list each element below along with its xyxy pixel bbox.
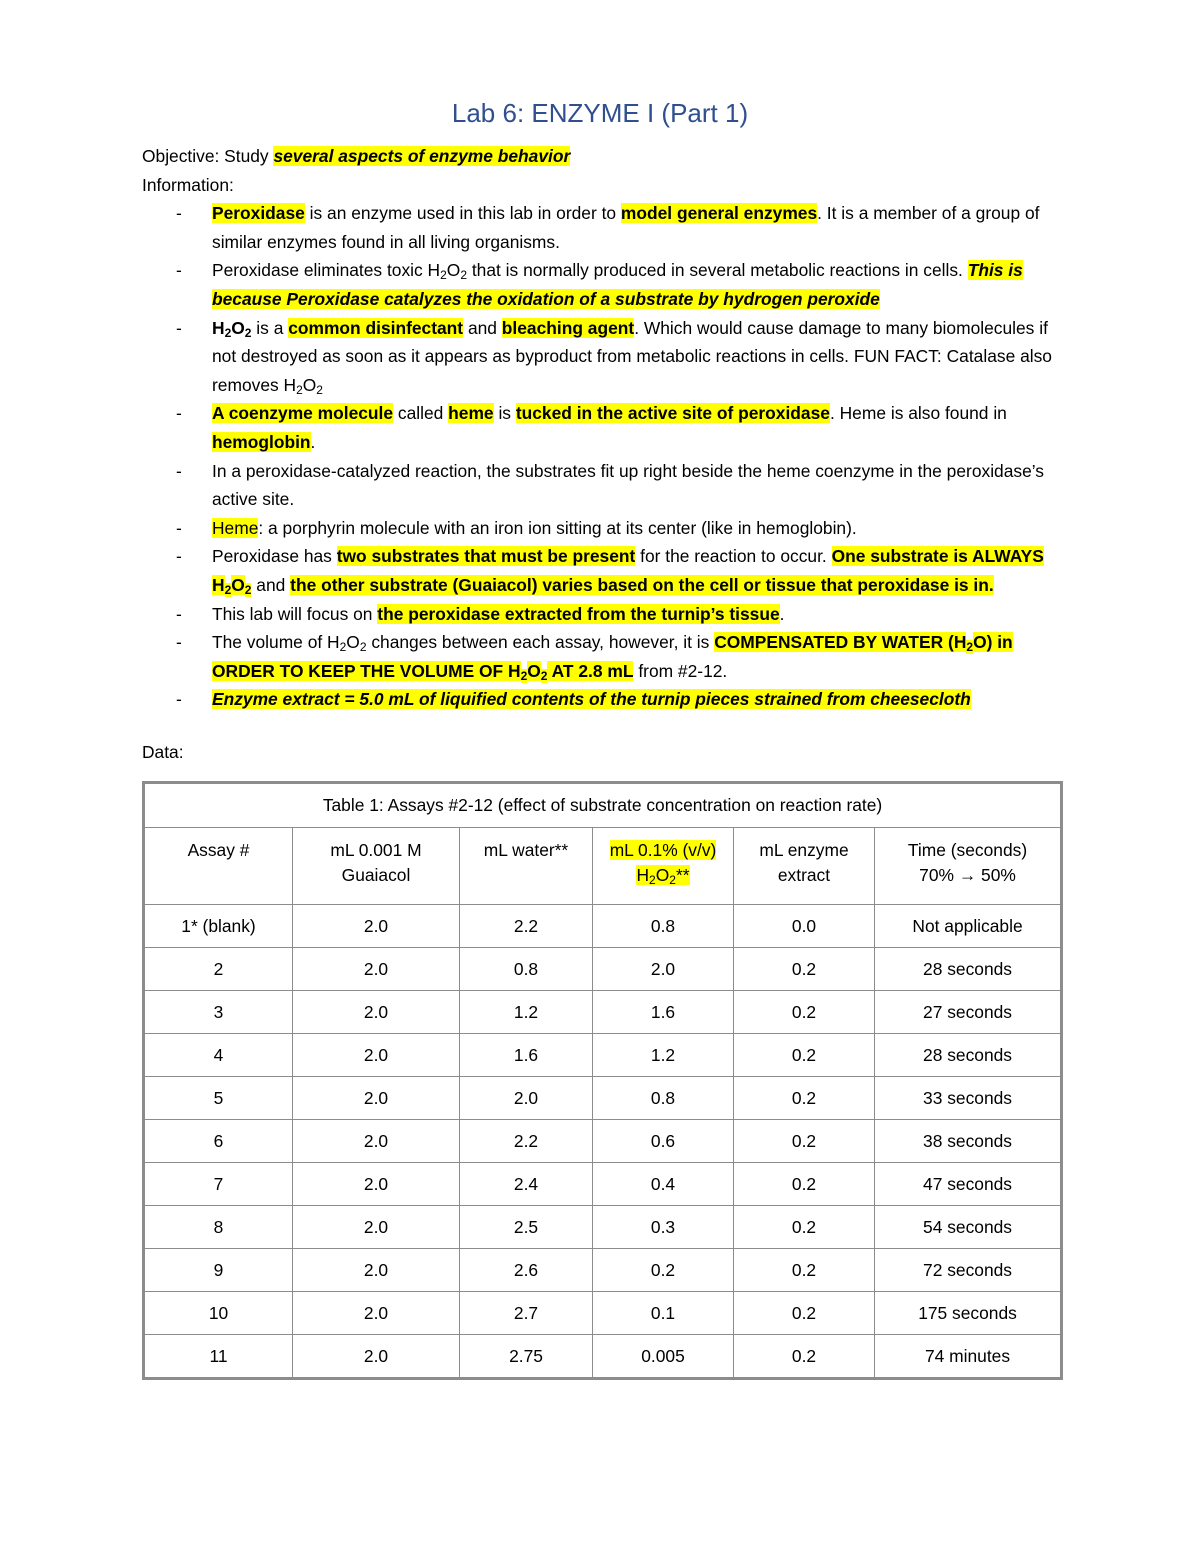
highlight-text: bleaching agent: [501, 317, 635, 338]
highlight-text: common disinfectant: [288, 317, 464, 338]
cell-h2o2: 0.4: [593, 1163, 734, 1206]
list-item: [142, 542, 1062, 599]
cell-enzyme: 0.2: [734, 1034, 875, 1077]
table-row: [144, 991, 1062, 1034]
header-text: **: [675, 865, 690, 885]
cell-assay: 3: [144, 991, 293, 1034]
cell-time: 38 seconds: [875, 1120, 1062, 1163]
header-line: mL 0.1% (v/v): [609, 840, 717, 860]
highlight-text: Heme: [212, 517, 259, 538]
list-item: [142, 199, 1062, 256]
body-text: called: [393, 403, 449, 424]
cell-water: 1.2: [460, 991, 593, 1034]
cell-guaiacol: 2.0: [293, 1120, 460, 1163]
table-row: [144, 1077, 1062, 1120]
cell-enzyme: 0.2: [734, 991, 875, 1034]
cell-enzyme: 0.2: [734, 1163, 875, 1206]
body-text: is an enzyme used in this lab in order to: [304, 203, 621, 224]
body-text: and: [463, 317, 502, 338]
subscript: 2: [224, 325, 232, 340]
cell-time: 74 minutes: [875, 1335, 1062, 1379]
subscript: 2: [460, 268, 468, 283]
body-text: O: [302, 374, 317, 395]
subscript: 2: [359, 640, 367, 655]
highlight-text: This is because Peroxidase catalyzes the oxidation of a substrate by hydrogen peroxide: [212, 260, 1023, 309]
highlight-text: AT 2.8 mL: [547, 660, 634, 681]
table-row: [144, 1206, 1062, 1249]
cell-assay: 2: [144, 948, 293, 991]
cell-enzyme: 0.2: [734, 1206, 875, 1249]
body-text: is: [493, 403, 516, 424]
cell-assay: 7: [144, 1163, 293, 1206]
header-water: mL water**: [460, 828, 593, 905]
information-list: [142, 199, 1062, 714]
bullet-dash: -: [176, 317, 182, 338]
body-text: for the reaction to occur.: [635, 546, 832, 567]
cell-h2o2: 2.0: [593, 948, 734, 991]
cell-assay: 11: [144, 1335, 293, 1379]
bullet-dash: -: [176, 689, 182, 710]
body-text: changes between each assay, however, it is: [366, 632, 715, 653]
assays-table: [142, 781, 1063, 1380]
header-line: [636, 865, 689, 885]
cell-time: 175 seconds: [875, 1292, 1062, 1335]
cell-guaiacol: 2.0: [293, 1249, 460, 1292]
cell-time: 72 seconds: [875, 1249, 1062, 1292]
header-h2o2: [593, 828, 734, 905]
cell-enzyme: 0.2: [734, 948, 875, 991]
body-text: . Which would cause damage to many biomolecules if not destroyed as soon as it appears as byproduct from metabolic reactions in cells. FUN FACT: Catalase also removes H: [212, 317, 1052, 395]
header-line: Time (seconds): [907, 840, 1028, 860]
cell-assay: 4: [144, 1034, 293, 1077]
subscript: 2: [440, 268, 447, 283]
highlight-text: two substrates that must be present: [336, 546, 636, 567]
bullet-dash: -: [176, 546, 182, 567]
list-item: [142, 600, 1062, 629]
bullet-dash: -: [176, 203, 182, 224]
header-line: mL enzyme: [759, 840, 849, 860]
objective-line: [142, 142, 1062, 171]
cell-water: 2.7: [460, 1292, 593, 1335]
subscript: 2: [520, 668, 528, 683]
header-line: Guaiacol: [341, 865, 411, 885]
header-line: mL 0.001 M: [330, 840, 422, 860]
cell-h2o2: 0.6: [593, 1120, 734, 1163]
cell-time: 47 seconds: [875, 1163, 1062, 1206]
subscript: 2: [649, 873, 656, 887]
header-assay: Assay #: [144, 828, 293, 905]
cell-h2o2: 0.8: [593, 1077, 734, 1120]
cell-guaiacol: 2.0: [293, 1206, 460, 1249]
body-text: O: [446, 260, 461, 281]
cell-water: 2.75: [460, 1335, 593, 1379]
body-text: : a porphyrin molecule with an iron ion sitting at its center (like in hemoglobin).: [258, 517, 857, 538]
list-item: [142, 314, 1062, 400]
header-time: [875, 828, 1062, 905]
list-item: [142, 514, 1062, 543]
cell-water: 1.6: [460, 1034, 593, 1077]
body-text: . It is a member of a group of similar enzymes found in all living organisms.: [212, 203, 1040, 252]
header-text: H: [636, 865, 650, 885]
objective-highlight: several aspects of enzyme behavior: [273, 146, 571, 166]
cell-water: 0.8: [460, 948, 593, 991]
cell-assay: 1* (blank): [144, 905, 293, 948]
body-text: from #2-12.: [633, 660, 728, 681]
list-item: [142, 685, 1062, 714]
subscript: 2: [224, 582, 232, 597]
cell-assay: 10: [144, 1292, 293, 1335]
table-row: [144, 1163, 1062, 1206]
body-text: . Heme is also found in: [829, 403, 1007, 424]
cell-water: 2.5: [460, 1206, 593, 1249]
highlight-text: Enzyme extract = 5.0 mL of liquified contents of the turnip pieces strained from cheesecloth: [212, 689, 971, 710]
cell-h2o2: 0.1: [593, 1292, 734, 1335]
body-text: The volume of H: [212, 632, 340, 653]
header-text: 70%: [919, 865, 959, 885]
cell-assay: 9: [144, 1249, 293, 1292]
header-guaiacol: [293, 828, 460, 905]
bullet-dash: -: [176, 403, 182, 424]
page-title: Lab 6: ENZYME I (Part 1): [451, 98, 749, 128]
highlight-text: the other substrate (Guaiacol) varies based on the cell or tissue that peroxidase is in.: [290, 574, 994, 595]
table-row: [144, 1120, 1062, 1163]
document-body: [142, 142, 1062, 766]
cell-h2o2: 1.2: [593, 1034, 734, 1077]
highlight-text: One substrate is ALWAYS H: [212, 546, 1044, 595]
cell-guaiacol: 2.0: [293, 1292, 460, 1335]
subscript: 2: [316, 382, 323, 397]
cell-enzyme: 0.0: [734, 905, 875, 948]
table-row: [144, 1335, 1062, 1379]
table-row: [144, 1034, 1062, 1077]
cell-guaiacol: 2.0: [293, 905, 460, 948]
cell-h2o2: 0.005: [593, 1335, 734, 1379]
information-label: Information:: [142, 174, 234, 195]
highlight-text: the peroxidase extracted from the turnip’s tissue: [377, 603, 780, 624]
cell-h2o2: 0.2: [593, 1249, 734, 1292]
cell-guaiacol: 2.0: [293, 1335, 460, 1379]
cell-guaiacol: 2.0: [293, 1034, 460, 1077]
cell-guaiacol: 2.0: [293, 1163, 460, 1206]
cell-enzyme: 0.2: [734, 1335, 875, 1379]
cell-water: 2.2: [460, 905, 593, 948]
table-row: [144, 905, 1062, 948]
subscript: 2: [540, 668, 548, 683]
body-text: Peroxidase has: [212, 546, 337, 567]
cell-guaiacol: 2.0: [293, 948, 460, 991]
table-caption: Table 1: Assays #2-12 (effect of substrate concentration on reaction rate): [144, 783, 1062, 828]
highlight-text: O) in ORDER TO KEEP THE VOLUME OF H: [212, 632, 1013, 681]
body-text: is a: [251, 317, 289, 338]
highlight-text: A coenzyme molecule: [212, 403, 394, 424]
cell-water: 2.4: [460, 1163, 593, 1206]
table-row: [144, 1249, 1062, 1292]
subscript: 2: [966, 640, 974, 655]
objective-label: Objective: Study: [142, 146, 274, 166]
cell-time: Not applicable: [875, 905, 1062, 948]
subscript: 2: [244, 582, 252, 597]
cell-enzyme: 0.2: [734, 1249, 875, 1292]
header-text: 50%: [976, 865, 1016, 885]
body-text: In a peroxidase-catalyzed reaction, the substrates fit up right beside the heme coenzyme in the peroxidase’s active site.: [212, 460, 1045, 510]
cell-h2o2: 0.3: [593, 1206, 734, 1249]
highlight-text: O: [527, 660, 541, 681]
list-item: [142, 628, 1062, 685]
cell-time: 28 seconds: [875, 1034, 1062, 1077]
cell-water: 2.6: [460, 1249, 593, 1292]
cell-enzyme: 0.2: [734, 1292, 875, 1335]
highlight-text: model general enzymes: [620, 203, 818, 224]
header-line: extract: [777, 865, 831, 885]
bullet-dash: -: [176, 517, 182, 538]
table-header-row: [144, 828, 1062, 905]
cell-guaiacol: 2.0: [293, 1077, 460, 1120]
data-label: Data:: [142, 741, 184, 762]
subscript: 2: [339, 640, 347, 655]
cell-assay: 5: [144, 1077, 293, 1120]
bullet-dash: -: [176, 460, 182, 481]
body-text: O: [231, 317, 245, 338]
cell-enzyme: 0.2: [734, 1077, 875, 1120]
header-text: O: [655, 865, 670, 885]
table-row: [144, 948, 1062, 991]
bullet-dash: -: [176, 632, 182, 653]
cell-time: 27 seconds: [875, 991, 1062, 1034]
bullet-dash: -: [176, 603, 182, 624]
highlight-text: heme: [448, 403, 494, 424]
body-text: Peroxidase eliminates toxic H: [212, 260, 441, 281]
cell-time: 54 seconds: [875, 1206, 1062, 1249]
highlight-text: Peroxidase: [212, 203, 305, 224]
highlight-text: tucked in the active site of peroxidase: [515, 403, 830, 424]
subscript: 2: [244, 325, 252, 340]
cell-time: 28 seconds: [875, 948, 1062, 991]
table-row: [144, 1292, 1062, 1335]
subscript: 2: [296, 382, 303, 397]
body-text: .: [779, 603, 785, 624]
header-enzyme: [734, 828, 875, 905]
cell-h2o2: 1.6: [593, 991, 734, 1034]
body-text: This lab will focus on: [212, 603, 378, 624]
table-caption-row: [144, 783, 1062, 828]
highlight-text: hemoglobin: [212, 431, 311, 452]
cell-time: 33 seconds: [875, 1077, 1062, 1120]
body-text: and: [251, 574, 291, 595]
body-text: H: [212, 317, 225, 338]
cell-assay: 6: [144, 1120, 293, 1163]
cell-h2o2: 0.8: [593, 905, 734, 948]
highlight-text: O: [231, 574, 245, 595]
bullet-dash: -: [176, 260, 182, 281]
body-text: O: [346, 632, 360, 653]
cell-enzyme: 0.2: [734, 1120, 875, 1163]
cell-water: 2.0: [460, 1077, 593, 1120]
body-text: that is normally produced in several metabolic reactions in cells.: [467, 260, 968, 281]
subscript: 2: [669, 873, 676, 887]
list-item: [142, 399, 1062, 456]
list-item: [142, 457, 1062, 514]
arrow-icon: →: [958, 865, 977, 885]
cell-assay: 8: [144, 1206, 293, 1249]
cell-guaiacol: 2.0: [293, 991, 460, 1034]
highlight-text: COMPENSATED BY WATER (H: [714, 632, 967, 653]
body-text: .: [310, 431, 316, 452]
list-item: [142, 256, 1062, 313]
cell-water: 2.2: [460, 1120, 593, 1163]
